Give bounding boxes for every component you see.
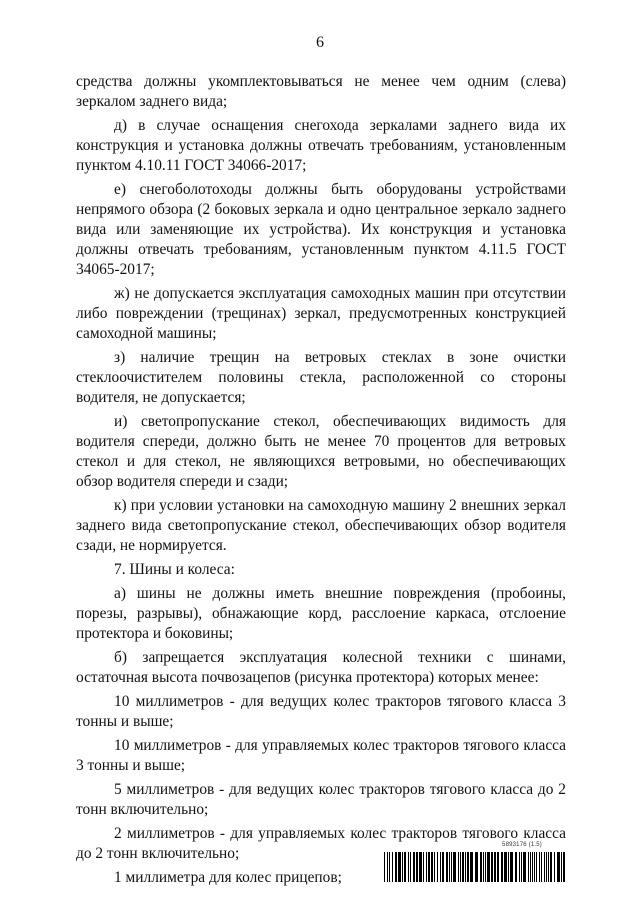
barcode-bar	[504, 852, 507, 882]
barcode-bar	[404, 852, 406, 882]
paragraph: 10 миллиметров - для управляемых колес тракторов тягового класса 3 тонны и выше;	[76, 737, 566, 774]
barcode-bar	[536, 852, 537, 882]
barcode-bar	[384, 852, 385, 882]
barcode-bar	[419, 852, 422, 882]
barcode-bar	[426, 852, 427, 882]
barcode-bar	[449, 852, 450, 882]
paragraph: и) светопропускание стекол, обеспечивающих видимость для водителя спереди, должно быть не менее 70 процентов для ветровых стекол и для стекол, не являющихся ветровыми, но обеспечивающих обзор водителя спереди и сзади;	[76, 413, 566, 490]
barcode-bar	[501, 852, 503, 882]
paragraph: д) в случае оснащения снегохода зеркалами заднего вида их конструкция и установка должны отвечать требованиям, установленным пунктом 4.10.11 ГОСТ 34066-2017;	[76, 117, 566, 174]
paragraph: 10 миллиметров - для ведущих колес тракторов тягового класса 3 тонны и выше;	[76, 693, 566, 730]
barcode-bar	[451, 852, 452, 882]
barcode-bar	[431, 852, 433, 882]
document-barcode	[384, 842, 568, 886]
barcode-bar	[458, 852, 459, 882]
barcode-bar	[491, 852, 493, 882]
barcode-bar	[470, 852, 473, 882]
paragraph: а) шины не должны иметь внешние повреждения (пробоины, порезы, разрывы), обнажающие корд, расслоение каркаса, отслоение протектора и боковины;	[76, 585, 566, 642]
paragraph: к) при условии установки на самоходную машину 2 внешних зеркал заднего вида светопропускание стекол, обеспечивающих обзор водителя сзади, не нормируется.	[76, 497, 566, 554]
barcode-bar	[546, 852, 547, 882]
barcode-bar	[465, 852, 466, 882]
barcode-bar	[446, 852, 448, 882]
barcode-bar	[387, 852, 388, 882]
barcode-bar	[523, 852, 526, 882]
paragraph: 2 миллиметров - для управляемых колес тракторов тягового класса до 2 тонн включительно;	[76, 825, 566, 862]
barcode-bar	[519, 852, 520, 882]
barcode-bar	[561, 852, 562, 882]
barcode-bar	[462, 852, 464, 882]
paragraph: 1 миллиметра для колес прицепов;	[114, 869, 342, 886]
document-body	[76, 72, 566, 892]
barcode-bar	[389, 852, 390, 882]
barcode-bar	[548, 852, 549, 882]
barcode-bar	[528, 852, 529, 882]
barcode-bar	[541, 852, 542, 882]
barcode-bar	[485, 852, 486, 882]
barcode-bar	[494, 852, 496, 882]
barcode-bar	[530, 852, 531, 882]
barcode-bar	[453, 852, 456, 882]
barcode-bar	[480, 852, 482, 882]
barcode-bar	[410, 852, 411, 882]
barcode-bar	[413, 852, 415, 882]
barcode-bar	[534, 852, 535, 882]
paragraph: з) наличие трещин на ветровых стеклах в зоне очистки стеклоочистителем половины стекла, расположенной со стороны водителя, не допускается;	[76, 349, 566, 406]
barcode-bar	[402, 852, 403, 882]
barcode-bar	[440, 852, 441, 882]
page-number: 6	[316, 34, 324, 51]
barcode-bar	[428, 852, 430, 882]
barcode-bar	[442, 852, 444, 882]
barcode-bar	[434, 852, 435, 882]
barcode-bar	[416, 852, 418, 882]
barcode-bar	[395, 852, 397, 882]
barcode-bar	[483, 852, 484, 882]
barcode-bar	[521, 852, 522, 882]
paragraph: 7. Шины и колеса:	[114, 561, 235, 578]
paragraph: средства должны укомплектовываться не менее чем одним (слева) зеркалом заднего вида;	[76, 73, 566, 110]
paragraph: е) снегоболотоходы должны быть оборудованы устройствами непрямого обзора (2 боковых зеркала и одно центральное зеркало заднего вида или заменяющие их устройства). Их конструкция и установка должны отвечать требованиям, установленным пунктом 4.11.5 ГОСТ 34065-2017;	[76, 181, 566, 278]
barcode-bar	[475, 852, 478, 882]
barcode-bar	[423, 852, 424, 882]
barcode-bar	[532, 852, 533, 882]
barcode-bar	[437, 852, 438, 882]
paragraph: ж) не допускается эксплуатация самоходных машин при отсутствии либо повреждении (трещинах) зеркал, предусмотренных конструкцией самоходной машины;	[76, 285, 566, 342]
barcode-bar	[508, 852, 509, 882]
barcode-icon	[384, 852, 568, 882]
barcode-bar	[392, 852, 393, 882]
barcode-caption: 5893176 (1.5)	[502, 842, 542, 848]
barcode-bar	[398, 852, 401, 882]
barcode-bar	[467, 852, 469, 882]
barcode-bar	[554, 852, 555, 882]
barcode-bar	[557, 852, 560, 882]
paragraph: б) запрещается эксплуатация колесной техники с шинами, остаточная высота почвозацепов (рисунка протектора) которых менее:	[76, 649, 566, 686]
barcode-bar	[515, 852, 517, 882]
barcode-bar	[487, 852, 490, 882]
paragraph: 5 миллиметров - для ведущих колес тракторов тягового класса до 2 тонн включительно;	[76, 781, 566, 818]
barcode-bar	[563, 852, 565, 882]
barcode-bar	[544, 852, 545, 882]
barcode-bar	[510, 852, 513, 882]
barcode-bar	[539, 852, 540, 882]
barcode-bar	[408, 852, 409, 882]
barcode-bar	[497, 852, 499, 882]
barcode-bar	[460, 852, 461, 882]
barcode-bar	[550, 852, 552, 882]
